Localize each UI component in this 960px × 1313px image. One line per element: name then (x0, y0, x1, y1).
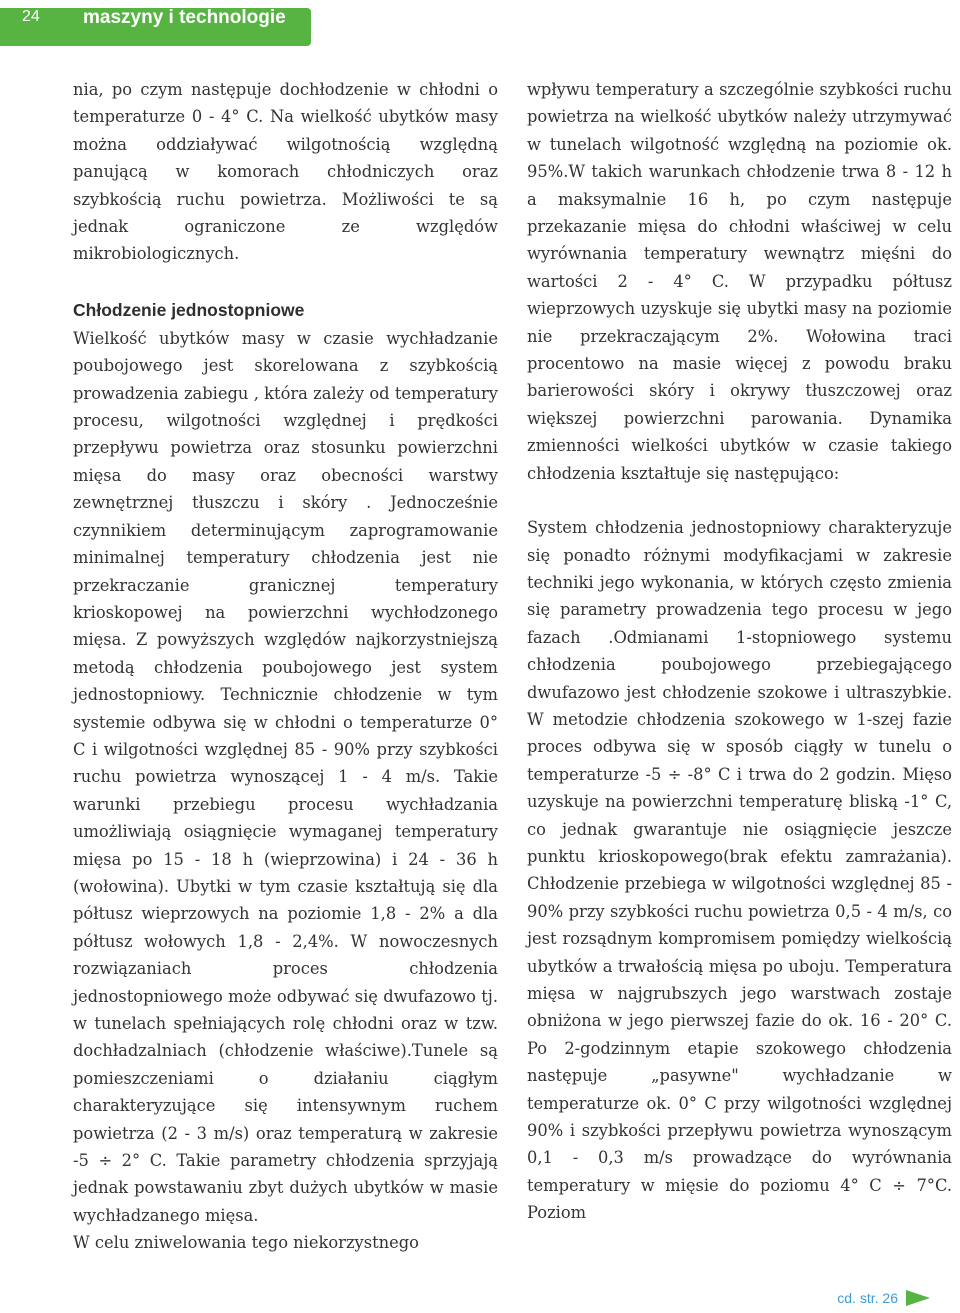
section-title: maszyny i technologie (83, 7, 286, 28)
continued-link[interactable] (837, 1290, 930, 1306)
intro-paragraph: nia, po czym następuje dochłodzenie w chłodni o temperaturze 0 - 4° C. Na wielkość ubytków masy można oddziaływać wilgotnością względną panującą w komorach chłodniczych oraz szybkością ruchu powietrza. Możliwości te są jednak ograniczone ze względów mikrobiologicznych. (73, 80, 498, 264)
closing-line: W celu zniwelowania tego niekorzystnego (73, 1233, 419, 1253)
continued-label[interactable]: cd. str. 26 (837, 1290, 898, 1306)
right-paragraph-2: System chłodzenia jednostopniowy charakteryzuje się ponadto różnymi modyfikacjami w zakresie techniki jego wykonania, w których często zmienia się parametry prowadzenia tego procesu w jego fazach .Odmianami 1-stopniowego systemu chłodzenia poubojowego przebiegającego dwufazowo jest chłodzenie szokowe i ultraszybkie. W metodzie chłodzenia szokowego w 1-szej fazie proces odbywa się w sposób ciągły w tunelu o temperaturze -5 ÷ -8° C i trwa do 2 godzin. Mięso uzyskuje na powierzchni temperaturę bliską -1° C, co jednak gwarantuje nie osiągnięcie jeszcze punktu krioskopowego(brak efektu zamrażania). Chłodzenie przebiega w wilgotności względnej 85 - 90% przy szybkości ruchu powietrza 0,5 - 4 m/s, co jest rozsądnym kompromisem pomiędzy wielkością ubytków a trwałością mięsa po uboju. Temperatura mięsa w najgrubszych jego warstwach zostaje obniżona w jego pierwszej fazie do ok. 16 - 20° C. Po 2-godzinnym etapie szokowego chłodzenia następuje „pasywne" wychładzanie w temperaturze ok. 0° C przy wilgotności względnej 90% i szybkości przepływu powietrza wynoszącym 0,1 - 0,3 m/s prowadzące do wyrównania temperatury w mięsie do poziomu 4° C ÷ 7°C. Poziom (527, 518, 952, 1223)
section-heading: Chłodzenie jednostopniowe (73, 299, 305, 320)
page-number: 24 (22, 8, 40, 25)
left-column (73, 76, 498, 1257)
body-paragraph: Wielkość ubytków masy w czasie wychładzanie poubojowego jest skorelowana z szybkością prowadzenia zabiegu , która zależy od temperatury procesu, wilgotności względnej i prędkości przepływu powietrza oraz stosunku powierzchni mięsa do masy oraz obecności warstwy zewnętrznej tłuszczu i skóry . Jednocześnie czynnikiem determinującym zaprogramowanie minimalnej temperatury chłodzenia jest nie przekraczanie granicznej temperatury krioskopowej na powierzchni wychłodzonego mięsa. Z powyższych względów najkorzystniejszą metodą chłodzenia poubojowego jest system jednostopniowy. Technicznie chłodzenie w tym systemie odbywa się w chłodni o temperaturze 0° C i wilgotności względnej 85 - 90% przy szybkości ruchu powietrza wynoszącej 1 - 4 m/s. Takie warunki przebiegu procesu wychładzania umożliwiają osiągnięcie wymaganej temperatury mięsa po 15 - 18 h (wieprzowina) i 24 - 36 h (wołowina). Ubytki w tym czasie kształtują się dla półtusz wieprzowych na poziomie 1,8 - 2% a dla półtusz wołowych 1,8 - 2,4%. W nowoczesnych rozwiązaniach proces chłodzenia jednostopniowego może odbywać się dwufazowo tj. w tunelach spełniających rolę chłodni oraz w tzw. dochładzalniach (chłodzenie właściwe).Tunele są pomieszczeniami o działaniu ciągłym charakteryzujące się intensywnym ruchem powietrza (2 - 3 m/s) oraz temperaturą w zakresie -5 ÷ 2° C. Takie parametry chłodzenia sprzyjają jednak powstawaniu zbyt dużych ubytków w masie wychładzanego mięsa. (73, 328, 498, 1225)
arrow-right-icon (906, 1290, 930, 1306)
right-paragraph-1: wpływu temperatury a szczególnie szybkości ruchu powietrza na wielkość ubytków należy utrzymywać w tunelach wilgotność względną na poziomie ok. 95%.W takich warunkach chłodzenie trwa 8 - 12 h a maksymalnie 16 h, po czym następuje przekazanie mięsa do chłodni właściwej w celu wyrównania temperatury wewnątrz mięśni do wartości 2 - 4° C. W przypadku półtusz wieprzowych uzyskuje się ubytki masy na poziomie nie przekraczającym 2%. Wołowina traci procentowo na masie więcej z powodu braku barierowości skóry i okrywy tłuszczowej oraz większej powierzchni parowania. Dynamika zmienności wielkości ubytków w czasie takiego chłodzenia kształtuje się następująco: (527, 80, 952, 483)
right-column (527, 76, 952, 1227)
